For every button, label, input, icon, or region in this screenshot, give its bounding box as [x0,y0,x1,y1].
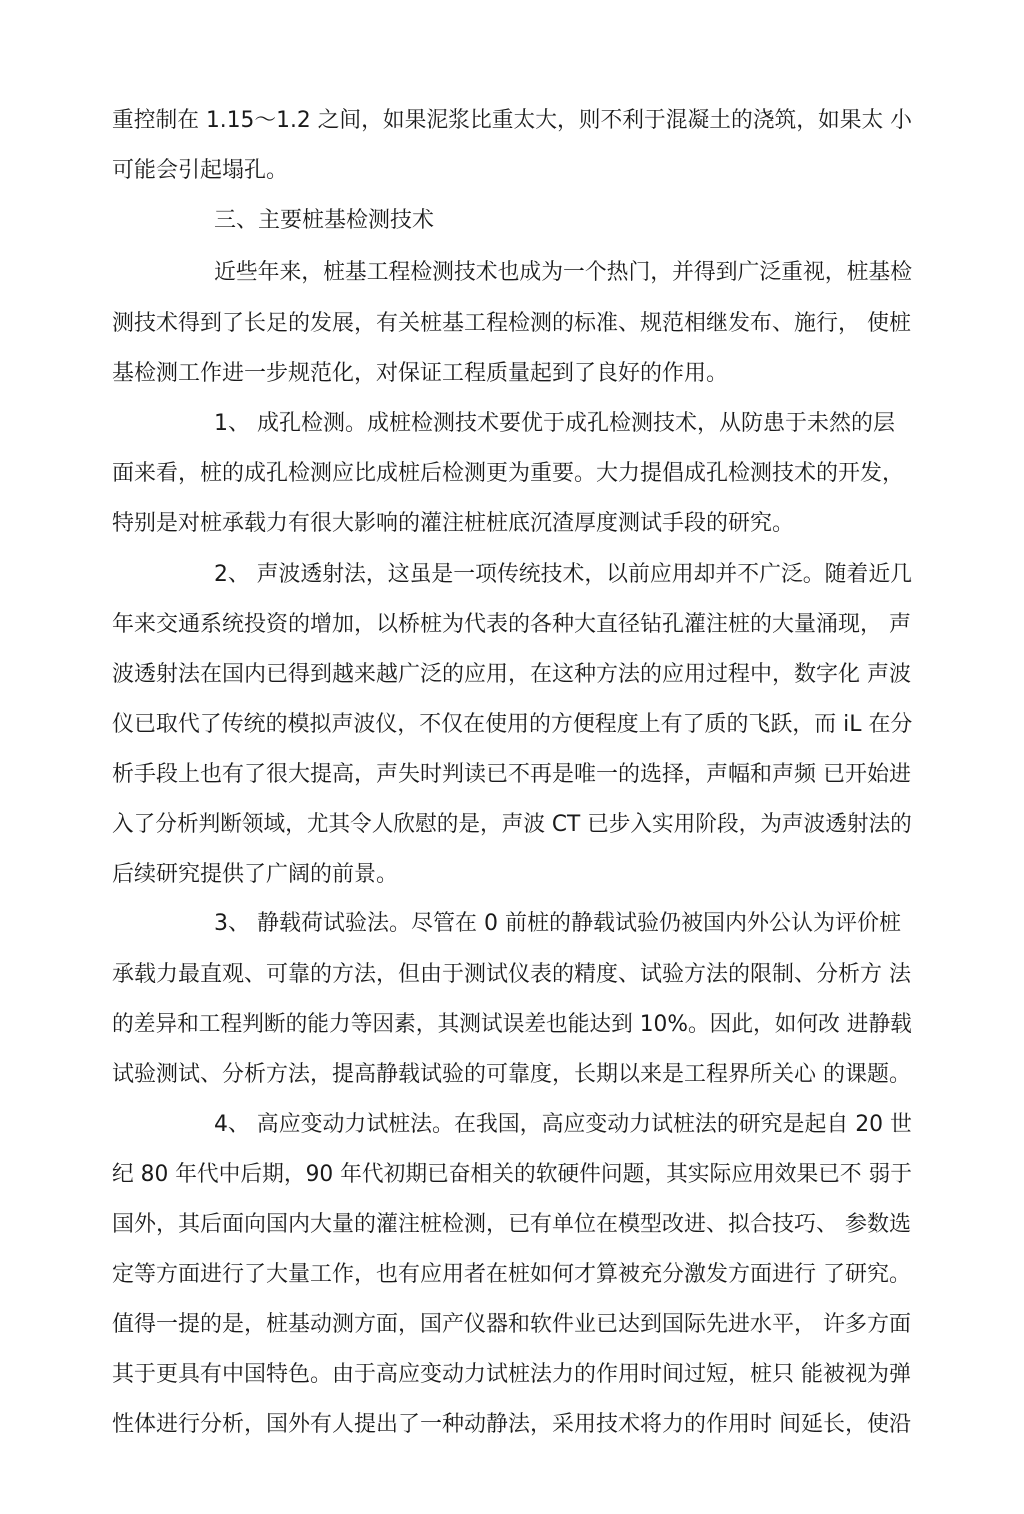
text-line-12: 波透射法在国内已得到越来越广泛的应用，在这种方法的应用过程中，数字化 声波 [112,662,911,687]
text-line-26: 其于更具有中国特色。由于高应变动力试桩法力的作用时间过短，桩只 能被视为弹 [112,1362,911,1387]
text-line-16: 后续研究提供了广阔的前景。 [112,862,399,887]
text-line-5: 测技术得到了长足的发展，有关桩基工程检测的标准、规范相继发布、施行， 使桩 [112,311,911,336]
text-line-10: 2、 声波透射法，这虽是一项传统技术，以前应用却并不广泛。随着近几 [214,562,913,587]
text-line-24: 定等方面进行了大量工作，也有应用者在桩如何才算被充分激发方面进行 了研究。 [112,1262,911,1287]
text-line-15: 入了分析判断领域，尤其令人欣慰的是，声波 CT 已步入实用阶段，为声波透射法的 [112,812,912,837]
text-line-7: 1、 成孔检测。成桩检测技术要优于成孔检测技术，从防患于未然的层 [214,411,895,436]
text-line-17: 3、 静载荷试验法。尽管在 0 前桩的静载试验仍被国内外公认为评价桩 [214,911,901,936]
text-line-27: 性体进行分析，国外有人提出了一种动静法，采用技术将力的作用时 间延长，使沿 [112,1412,911,1437]
text-line-6: 基检测工作进一步规范化，对保证工程质量起到了良好的作用。 [112,361,729,386]
text-line-21: 4、 高应变动力试桩法。在我国，高应变动力试桩法的研究是起自 20 世 [214,1112,912,1137]
text-line-20: 试验测试、分析方法，提高静载试验的可靠度，长期以来是工程界所关心 的课题。 [112,1062,911,1087]
text-line-22: 纪 80 年代中后期，90 年代初期已奋相关的软硬件问题，其实际应用效果已不 弱于 [112,1162,913,1187]
text-line-11: 年来交通系统投资的增加，以桥桩为代表的各种大直径钻孔灌注桩的大量涌现， 声 [112,612,911,637]
text-line-23: 国外，其后面向国内大量的灌注桩检测，已有单位在模型改进、拟合技巧、 参数选 [112,1212,911,1237]
text-line-4: 近些年来，桩基工程检测技术也成为一个热门，并得到广泛重视，桩基检 [214,260,913,285]
text-line-19: 的差异和工程判断的能力等因素，其测试误差也能达到 10%。因此，如何改 进静载 [112,1012,912,1037]
text-line-2: 可能会引起塌孔。 [112,158,289,183]
text-line-25: 值得一提的是，桩基动测方面，国产仪器和软件业已达到国际先进水平， 许多方面 [112,1312,911,1337]
section-heading: 三、主要桩基检测技术 [214,208,435,233]
text-line-9: 特别是对桩承载力有很大影响的灌注桩桩底沉渣厚度测试手段的研究。 [112,511,795,536]
text-line-8: 面来看，桩的成孔检测应比成桩后检测更为重要。大力提倡成孔检测技术的开发， [112,461,905,486]
text-line-1: 重控制在 1.15～1.2 之间，如果泥浆比重太大，则不利于混凝土的浇筑，如果太 小 [112,108,912,133]
text-line-14: 析手段上也有了很大提高，声失时判读已不再是唯一的选择，声幅和声频 已开始进 [112,762,911,787]
text-line-13: 仪已取代了传统的模拟声波仪，不仅在使用的方便程度上有了质的飞跃，而 iL 在分 [112,712,913,737]
text-line-18: 承载力最直观、可靠的方法，但由于测试仪表的精度、试验方法的限制、分析方 法 [112,962,911,987]
